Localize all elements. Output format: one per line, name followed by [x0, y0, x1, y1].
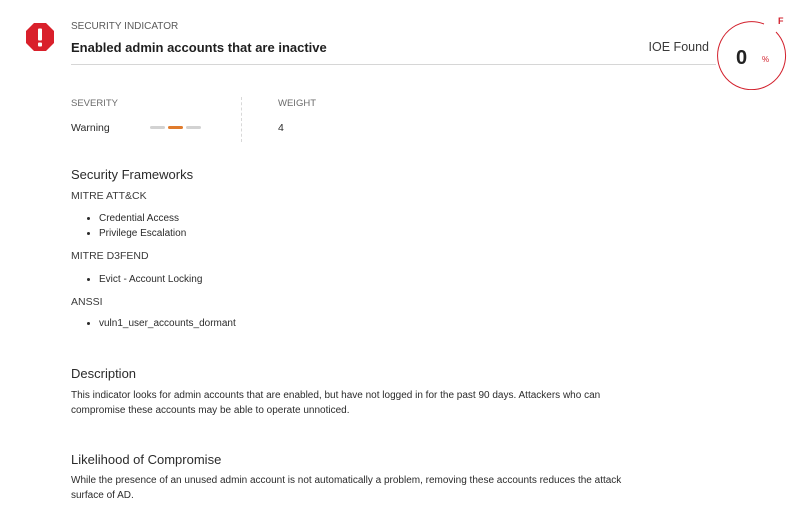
- frameworks-heading: Security Frameworks: [71, 167, 194, 182]
- indicator-title: Enabled admin accounts that are inactive: [71, 40, 327, 55]
- score-unit: %: [762, 55, 770, 64]
- description-text: This indicator looks for admin accounts that are enabled, but have not logged in for the past 90 days. Attackers who can compromise these accounts may be able to operate unnoticed.: [71, 390, 601, 416]
- likelihood-heading: Likelihood of Compromise: [71, 452, 222, 467]
- framework-item: • Privilege Escalation: [99, 226, 186, 241]
- framework-item: • vuln1_user_accounts_dormant: [99, 316, 236, 331]
- weight-value: 4: [278, 122, 284, 134]
- framework-item: • Credential Access: [99, 211, 186, 226]
- framework-items: [71, 316, 236, 331]
- severity-segment: [168, 126, 183, 129]
- header-divider: [71, 64, 716, 65]
- severity-segment: [186, 126, 201, 129]
- weight-label: WEIGHT: [278, 98, 316, 109]
- likelihood-text: While the presence of an unused admin account is not automatically a problem, removing these accounts reduces the attack surface of AD.: [71, 475, 622, 501]
- ioe-status: IOE Found: [648, 40, 709, 54]
- score-grade: F: [778, 16, 784, 26]
- severity-label: SEVERITY: [71, 98, 118, 109]
- column-divider: [241, 97, 242, 142]
- framework-name: MITRE ATT&CK: [71, 190, 147, 202]
- section-label: SECURITY INDICATOR: [71, 21, 179, 32]
- score-value: 0: [736, 47, 748, 69]
- framework-item: • Evict - Account Locking: [99, 272, 202, 287]
- framework-items: [71, 211, 186, 241]
- description-heading: Description: [71, 366, 137, 381]
- score-gauge: [716, 18, 788, 90]
- framework-items: [71, 272, 202, 287]
- framework-name: MITRE D3FEND: [71, 250, 149, 262]
- severity-value: Warning: [71, 122, 110, 134]
- framework-name: ANSSI: [71, 296, 103, 308]
- severity-segment: [150, 126, 165, 129]
- alert-octagon-icon: [25, 22, 55, 52]
